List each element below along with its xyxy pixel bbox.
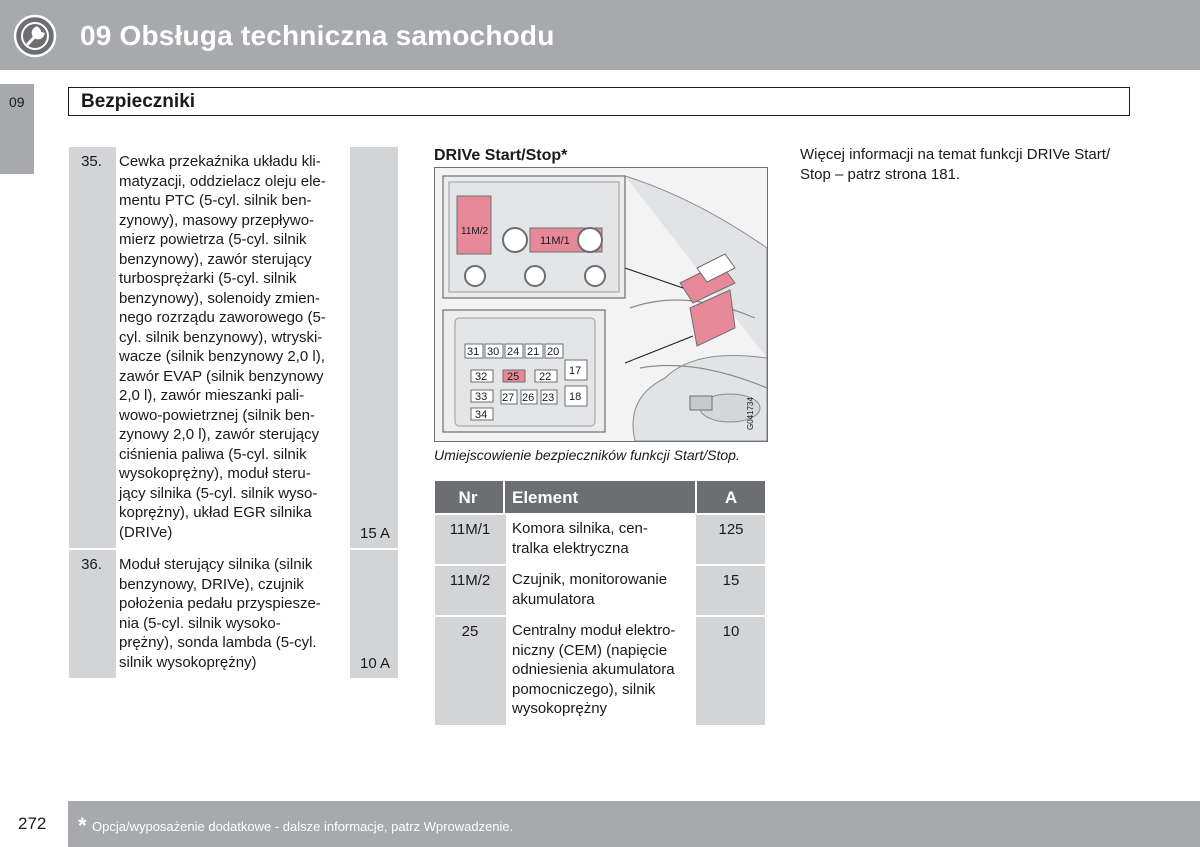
fuse-num: 31: [467, 346, 480, 358]
text-line: prężny), sonda lambda (5-cyl.: [119, 634, 317, 651]
fuse-num: 20: [547, 346, 560, 358]
wrench-icon: [13, 14, 57, 58]
col-header-element: Element: [512, 488, 579, 507]
fuse-amperage: 10: [722, 623, 740, 640]
text-line: zynowy), masowy przepływo-: [119, 211, 315, 229]
text-line: Czujnik, monitorowanie: [512, 571, 668, 588]
text-line: akumulatora: [512, 590, 595, 608]
fuse-amperage: 15 A: [359, 525, 391, 542]
fuse-table-startstop: [435, 481, 765, 725]
text-line: Centralny moduł elektro-: [512, 622, 676, 639]
fuse-num: 33: [475, 391, 488, 403]
table-row: [435, 566, 765, 615]
header-divider: [503, 481, 505, 513]
text-line: koprężny), układ EGR silnika: [119, 504, 312, 521]
table-row: [69, 550, 398, 678]
fuse-description: [116, 550, 350, 678]
chapter-title: 09 Obsługa techniczna samochodu: [80, 20, 555, 51]
footnote: Opcja/wyposażenie dodatkowe - dalsze informacje, patrz Wprowadzenie.: [92, 819, 514, 834]
text-line: matyzacji, oddzielacz oleju ele-: [119, 172, 326, 190]
text-line: benzynowy), solenoidy zmien-: [119, 289, 320, 307]
figure-caption: Umiejscowienie bezpieczników funkcji Start/Stop.: [434, 447, 740, 463]
text-line: pomocniczego), silnik: [512, 680, 656, 698]
text-line: cyl. silnik benzynowy), wtryski-: [119, 328, 323, 346]
text-line: (DRIVe): [119, 523, 173, 541]
text-line: niczny (CEM) (napięcie: [512, 641, 668, 659]
text-line: turbosprężarki (5-cyl. silnik: [119, 270, 297, 287]
fuse-table-left: [69, 147, 398, 678]
fuse-num: 24: [507, 346, 520, 358]
fuse-label-11m2: 11M/2: [461, 226, 489, 237]
fuse-label-11m1: 11M/1: [540, 235, 570, 247]
page-number: 272: [18, 814, 47, 833]
text-line: mierz powietrza (5-cyl. silnik: [119, 231, 307, 248]
fuse-description: [506, 515, 696, 564]
col-header-amp: A: [724, 488, 738, 507]
fuse-num: 34: [475, 409, 488, 421]
text-line: wowo-powietrznej (silnik ben-: [119, 406, 315, 424]
text-line: 2,0 l), zawór mieszanki pali-: [119, 387, 305, 404]
text-line: tralka elektryczna: [512, 539, 629, 557]
text-line: silnik wysokoprężny): [119, 653, 257, 671]
text-line: położenia pedału przyspiesze-: [119, 595, 321, 612]
fuse-amperage: 10 A: [359, 655, 391, 672]
text-line: Więcej informacji na temat funkcji DRIVe Start/: [800, 146, 1111, 163]
text-line: ciśnienia paliwa (5-cyl. silnik: [119, 445, 307, 463]
fuse-number: 35.: [81, 153, 102, 170]
fuse-num: 22: [539, 371, 552, 383]
fuse-location-figure: [434, 167, 768, 442]
fuse-number: 11M/1: [449, 521, 491, 538]
col-header-nr: Nr: [458, 488, 478, 507]
fuse-amperage: 15: [722, 572, 740, 589]
fuse-number: 11M/2: [449, 572, 491, 589]
section-heading: [68, 87, 1130, 116]
section-title: Bezpieczniki: [81, 91, 196, 112]
fuse-description: [506, 617, 696, 725]
fuse-num: 32: [475, 371, 488, 383]
text-line: nia (5-cyl. silnik wysoko-: [119, 614, 281, 632]
text-line: Stop – patrz strona 181.: [800, 166, 961, 183]
asterisk-icon: *: [78, 813, 87, 838]
fuse-num: 26: [522, 392, 535, 404]
text-line: wysokoprężny), moduł steru-: [119, 465, 311, 482]
text-line: benzynowy), zawór sterujący: [119, 250, 312, 268]
text-line: benzynowy, DRIVe), czujnik: [119, 575, 304, 593]
fuse-num: 21: [527, 346, 540, 358]
text-line: zawór EVAP (silnik benzynowy: [119, 367, 324, 385]
fuse-num: 23: [542, 392, 555, 404]
footer-bar: [68, 801, 1200, 847]
fuse-num: 30: [487, 346, 500, 358]
fuse-description: [506, 566, 696, 615]
text-line: jący silnika (5-cyl. silnik wyso-: [119, 484, 318, 502]
text-line: wysokoprężny: [512, 700, 608, 717]
figure-code: G041734: [746, 397, 755, 430]
fuse-num: 27: [502, 392, 515, 404]
text-line: Komora silnika, cen-: [512, 520, 648, 537]
table-row: [435, 617, 765, 725]
table-header: [435, 481, 765, 513]
chapter-header: [0, 0, 1200, 70]
fuse-num: 17: [569, 365, 582, 377]
fuse-number: 36.: [81, 556, 102, 573]
fuse-num: 18: [569, 391, 582, 403]
fuse-diagram: [435, 168, 767, 441]
table-row: [435, 515, 765, 564]
reference-note: [800, 145, 1140, 185]
chapter-tab-label: 09: [9, 94, 25, 110]
text-line: Moduł sterujący silnika (silnik: [119, 556, 313, 573]
text-line: wacze (silnik benzynowy 2,0 l),: [119, 348, 325, 365]
fuse-num-highlighted: 25: [507, 371, 520, 383]
fuse-description: [116, 147, 350, 548]
text-line: nego rozrządu zaworowego (5-: [119, 309, 326, 326]
text-line: mentu PTC (5-cyl. silnik ben-: [119, 192, 312, 209]
text-line: odniesienia akumulatora: [512, 661, 675, 678]
table-row: [69, 147, 398, 548]
text-line: zynowy 2,0 l), zawór sterujący: [119, 426, 320, 443]
text-line: Cewka przekaźnika układu kli-: [119, 153, 321, 170]
fuse-number: 25: [461, 623, 479, 640]
subsection-title: DRIVe Start/Stop*: [434, 147, 568, 164]
chapter-tab: [0, 84, 34, 174]
fuse-amperage: 125: [718, 521, 744, 538]
